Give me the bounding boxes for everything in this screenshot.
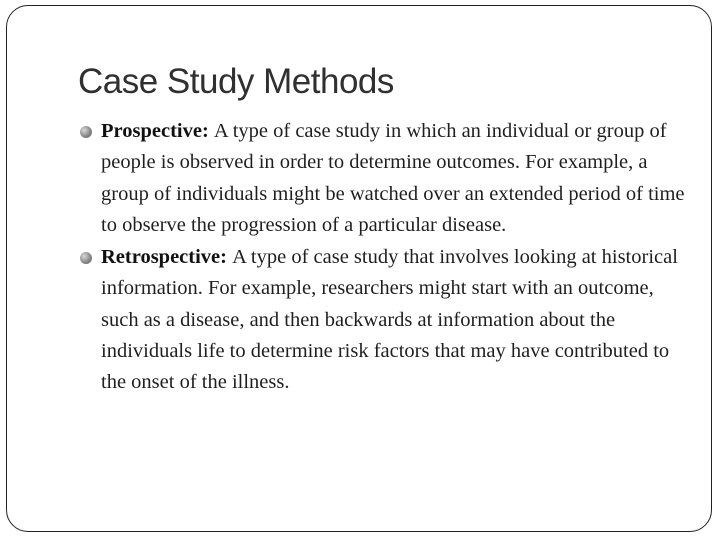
bullet-icon — [80, 252, 92, 264]
bullet-item-retrospective — [78, 242, 688, 398]
bullet-text: A type of case study in which an individual or group of people is observed in order to determine outcomes. For example, a group of individuals might be watched over an extended period of time to observe the progression of a particular disease. — [101, 120, 685, 236]
bullet-term: Prospective: — [101, 120, 214, 142]
bullet-text: A type of case study that involves looking at historical information. For example, researchers might start with an outcome, such as a disease, and then backwards at information about the individuals life to determine risk factors that may have contributed to the onset of the illness. — [101, 246, 678, 394]
slide-title: Case Study Methods — [78, 62, 394, 101]
bullet-icon — [80, 126, 92, 138]
bullet-term: Retrospective: — [101, 246, 233, 269]
bullet-list — [78, 116, 688, 400]
bullet-item-prospective — [78, 116, 688, 241]
